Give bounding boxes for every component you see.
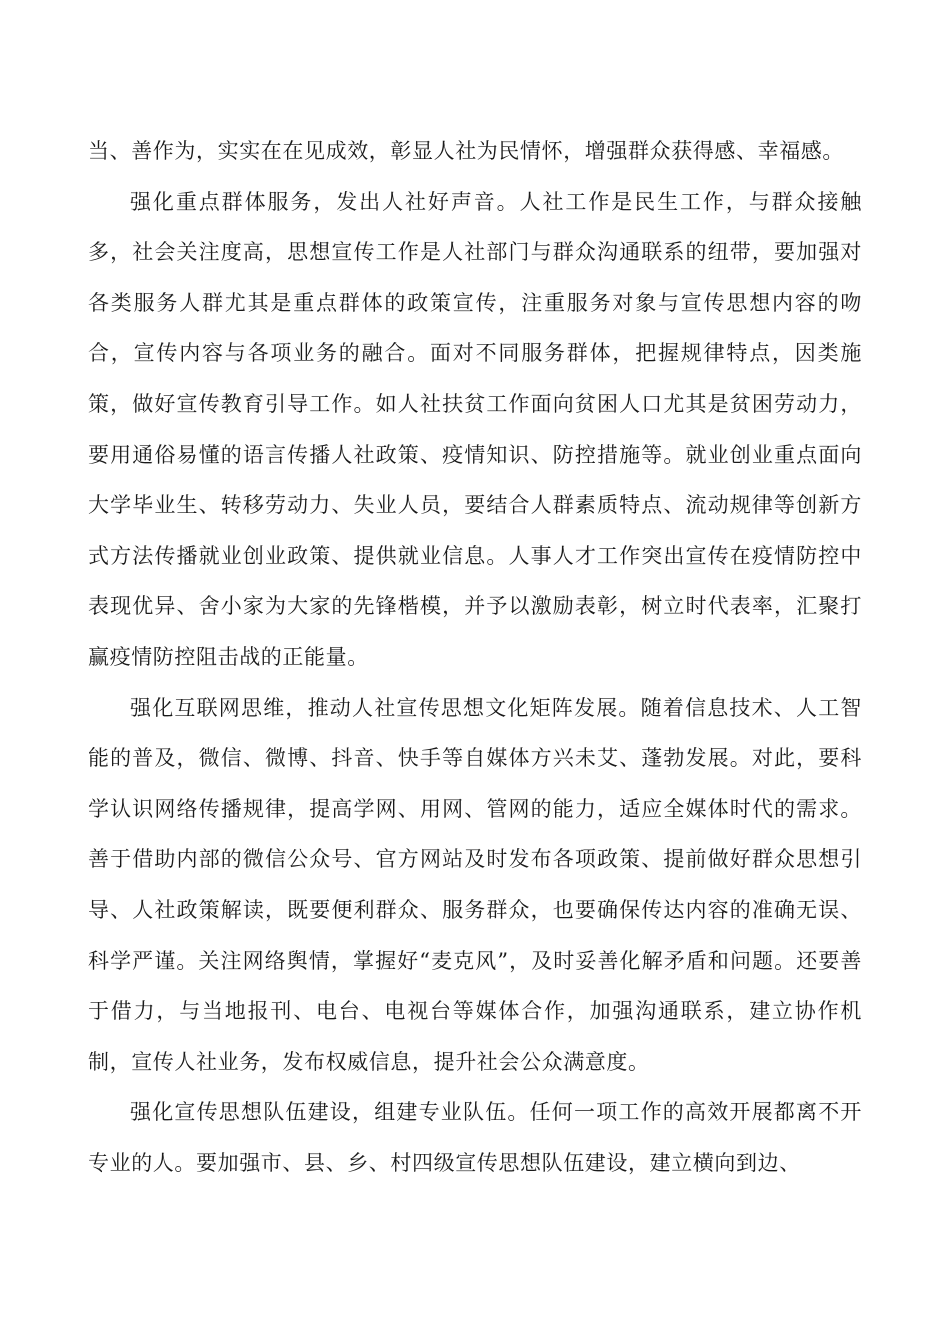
paragraph-1: 当、善作为，实实在在见成效，彰显人社为民情怀，增强群众获得感、幸福感。 bbox=[88, 139, 844, 163]
paragraph-2: 强化重点群体服务，发出人社好声音。人社工作是民生工作，与群众接触多，社会关注度高，思想宣传工作是人社部门与群众沟通联系的纽带，要加强对各类服务人群尤其是重点群体的政策宣传，注重服务对象与宣传思想内容的吻合，宣传内容与各项业务的融合。面对不同服务群体，把握规律特点，因类施策，做好宣传教育引导工作。如人社扶贫工作面向贫困人口尤其是贫困劳动力，要用通俗易懂的语言传播人社政策、疫情知识、防控措施等。就业创业重点面向大学毕业生、转移劳动力、失业人员，要结合人群素质特点、流动规律等创新方式方法传播就业创业政策、提供就业信息。人事人才工作突出宣传在疫情防控中表现优异、舍小家为大家的先锋楷模，并予以激励表彰，树立时代表率，汇聚打赢疫情防控阻击战的正能量。 bbox=[88, 189, 862, 669]
paragraph-3: 强化互联网思维，推动人社宣传思想文化矩阵发展。随着信息技术、人工智能的普及，微信、微博、抖音、快手等自媒体方兴未艾、蓬勃发展。对此，要科学认识网络传播规律，提高学网、用网、管网的能力，适应全媒体时代的需求。善于借助内部的微信公众号、官方网站及时发布各项政策、提前做好群众思想引导、人社政策解读，既要便利群众、服务群众，也要确保传达内容的准确无误、科学严谨。关注网络舆情，掌握好“麦克风”，及时妥善化解矛盾和问题。还要善于借力，与当地报刊、电台、电视台等媒体合作，加强沟通联系，建立协作机制，宣传人社业务，发布权威信息，提升社会公众满意度。 bbox=[88, 695, 862, 1074]
paragraph-4: 强化宣传思想队伍建设，组建专业队伍。任何一项工作的高效开展都离不开专业的人。要加强市、县、乡、村四级宣传思想队伍建设，建立横向到边、 bbox=[88, 1100, 862, 1175]
document-page bbox=[88, 126, 862, 1188]
